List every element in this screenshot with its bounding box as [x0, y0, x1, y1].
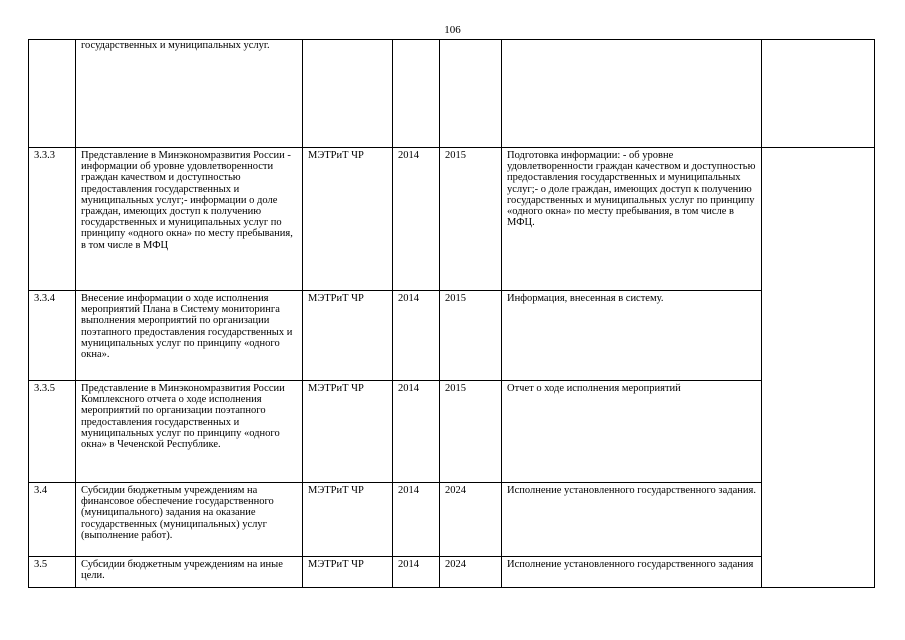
row-number [29, 40, 76, 148]
measure-text: государственных и муниципальных услуг. [76, 40, 303, 148]
expected-result: Информация, внесенная в систему. [502, 291, 762, 381]
expected-result: Исполнение установленного государственного задания [502, 557, 762, 588]
executor [303, 40, 393, 148]
table-row [29, 148, 875, 291]
table-row [29, 40, 875, 148]
page-number: 106 [444, 24, 461, 36]
table-row [29, 291, 875, 381]
expected-result: Исполнение установленного государственного задания. [502, 483, 762, 557]
end-year [440, 40, 502, 148]
row-number: 3.3.3 [29, 148, 76, 291]
row-number: 3.3.4 [29, 291, 76, 381]
table-row [29, 381, 875, 483]
table-row [29, 483, 875, 557]
start-year: 2014 [393, 291, 440, 381]
expected-result: Подготовка информации: - об уровне удовлетворенности граждан качеством и доступностью предоставления государственных и муниципальных услуг;- о доле граждан, имеющих доступ к получению государственных и муниципальных услуг по принципу «одного окна» по месту пребывания, в том числе в МФЦ. [502, 148, 762, 291]
measure-text: Представление в Минэкономразвития России - информации об уровне удовлетворенности граждан качеством и доступностью предоставления государственных и муниципальных услуг;- информации о доле граждан, имеющих доступ к получению государственных и муниципальных услуг по принципу «одного окна» по месту пребывания, в том числе в МФЦ [76, 148, 303, 291]
executor: МЭТРиТ ЧР [303, 483, 393, 557]
expected-result: Отчет о ходе исполнения мероприятий [502, 381, 762, 483]
start-year: 2014 [393, 483, 440, 557]
executor: МЭТРиТ ЧР [303, 148, 393, 291]
row-number: 3.5 [29, 557, 76, 588]
executor: МЭТРиТ ЧР [303, 557, 393, 588]
start-year [393, 40, 440, 148]
blank-cell [762, 40, 875, 148]
end-year: 2024 [440, 557, 502, 588]
row-number: 3.3.5 [29, 381, 76, 483]
blank-cell [762, 148, 875, 588]
measure-text: Внесение информации о ходе исполнения мероприятий Плана в Систему мониторинга выполнения мероприятий по организации поэтапного предоставления государственных и муниципальных услуг по принципу «одного окна». [76, 291, 303, 381]
row-number: 3.4 [29, 483, 76, 557]
start-year: 2014 [393, 557, 440, 588]
measure-text: Субсидии бюджетным учреждениям на иные цели. [76, 557, 303, 588]
end-year: 2015 [440, 381, 502, 483]
measure-text: Субсидии бюджетным учреждениям на финансовое обеспечение государственного (муниципального) задания на оказание государственных (муниципальных) услуг (выполнение работ). [76, 483, 303, 557]
table-row [29, 557, 875, 588]
end-year: 2024 [440, 483, 502, 557]
executor: МЭТРиТ ЧР [303, 291, 393, 381]
measure-text: Представление в Минэкономразвития России Комплексного отчета о ходе исполнения мероприятий по организации поэтапного предоставления государственных и муниципальных услуг по принципу «одного окна» в Чеченской Республике. [76, 381, 303, 483]
end-year: 2015 [440, 291, 502, 381]
expected-result [502, 40, 762, 148]
end-year: 2015 [440, 148, 502, 291]
measures-table [28, 39, 875, 588]
start-year: 2014 [393, 381, 440, 483]
executor: МЭТРиТ ЧР [303, 381, 393, 483]
start-year: 2014 [393, 148, 440, 291]
